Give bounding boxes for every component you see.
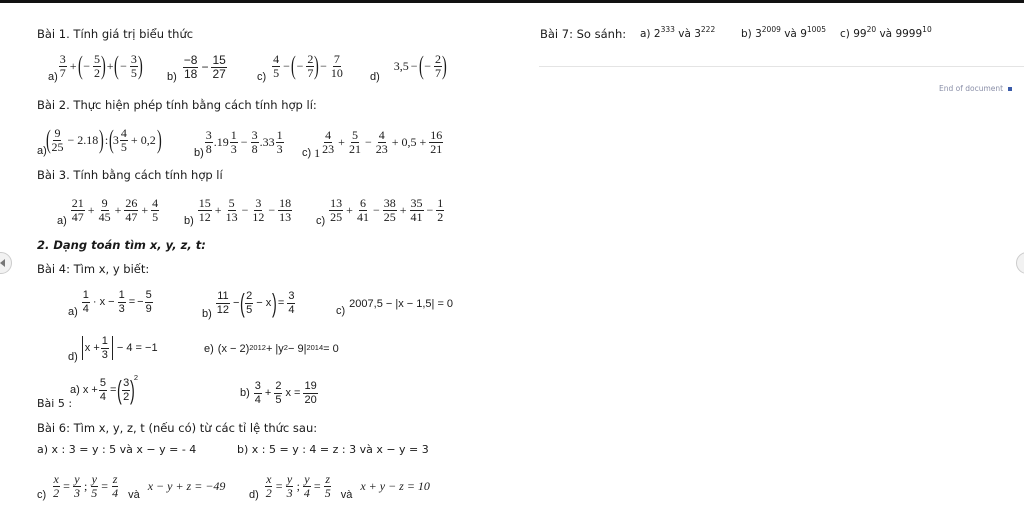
b7-a: a) $2^{333}$ và $3^{222}$	[640, 24, 716, 40]
b2-b-expr: b) 3 8 .19 1 3 − $\frac{3}{8}$ .33 1 3	[194, 127, 283, 159]
end-marker-icon	[1008, 87, 1012, 91]
b3-a-expr: a) 21 47 + $\frac{9}{45}$ + $\frac{26}{47}$ + $\frac{4}{5}$	[57, 195, 159, 227]
b2-c-expr: c) 1 4 23 + $\frac{5}{21}$ − $\frac{4}{23}$ + 0,5 + $\frac{16}{21}$	[302, 127, 443, 160]
b6-b: b) x : 5 = y : 4 = z : 3 và x − y = 3	[237, 443, 429, 456]
b6-title: Bài 6: Tìm x, y, z, t (nếu có) từ các tỉ lệ thức sau:	[37, 421, 318, 435]
b6-d-expr: d) $\frac{x}{2}$ = $\frac{y}{3}$ ; $\frac{y}{4}$ = $\frac{z}{5}$ và x + y − z = 10	[249, 471, 430, 501]
b5-a-expr: a) x + $\frac{5}{4}$ = ( 3 2 ) $^2$	[70, 373, 139, 405]
prev-page-arrow-icon[interactable]	[0, 252, 12, 274]
b2-title: Bài 2. Thực hiện phép tính bằng cách tính hợp lí:	[37, 98, 317, 112]
b1-a-expr: a) 3 7 + ( − $\frac{5}{2}$ ) + ( − $\frac{3}{5}$ )	[48, 51, 143, 83]
b7-title: Bài 7: So sánh:	[540, 27, 627, 41]
section-2-heading: 2. Dạng toán tìm x, y, z, t:	[37, 238, 206, 252]
b1-c-expr: c) 4 5 − ( − $\frac{2}{7}$ ) − $\frac{7}{10}$	[257, 51, 343, 83]
b3-title: Bài 3. Tính bằng cách tính hợp lí	[37, 168, 223, 182]
b5-title: Bài 5 :	[37, 397, 73, 410]
top-border	[0, 0, 1024, 3]
b4-a-expr: a) 1 4 · x − $\frac{1}{3}$ = − $\frac{5}{9}$	[68, 288, 152, 318]
b6-a: a) x : 3 = y : 5 và x − y = - 4	[37, 443, 197, 456]
b5-b-expr: b) 3 4 + $\frac{2}{5}$ x = $\frac{19}{20}$	[240, 379, 317, 406]
b4-title: Bài 4: Tìm x, y biết:	[37, 262, 150, 276]
b1-b-expr: b) −8 18 − $\frac{15}{27}$	[167, 52, 226, 83]
end-of-document-label: End of document	[939, 84, 1012, 93]
b2-a-expr: a) ( 9 25 − 2.18 ) : ( 3 4 5 + 0,2 )	[37, 125, 162, 157]
b4-e-expr: e) (x − 2) $^{2012}$ + |y $^2$ − 9| $^{2014}$ = 0	[204, 342, 339, 355]
b7-b: b) $3^{2009}$ và $9^{1005}$	[741, 24, 826, 40]
b1-d-expr: d) 3,5 − ( − $\frac{2}{7}$ )	[370, 51, 447, 83]
b4-b-expr: b) 11 12 − ( 2 5 − x ) = $\frac{3}{4}$	[202, 288, 295, 320]
b4-c-expr: c) 2007,5 − |x − 1,5| = 0	[336, 297, 454, 317]
b1-title: Bài 1. Tính giá trị biểu thức	[37, 27, 194, 41]
b7-c: c) $99^{20}$ và 9999$^{10}$	[840, 24, 932, 40]
b3-b-expr: b) 15 12 + $\frac{5}{13}$ − $\frac{3}{12}$ − $\frac{18}{13}$	[184, 195, 292, 227]
b3-c-expr: c) 13 25 + $\frac{6}{41}$ − $\frac{38}{25}$ + $\frac{35}{41}$ − $\frac{1}{2}$	[316, 195, 444, 227]
section-divider	[539, 66, 1024, 67]
b6-c-expr: c) $\frac{x}{2}$ = $\frac{y}{3}$ ; $\frac{y}{5}$ = $\frac{z}{4}$ và x − y + z = −49	[37, 471, 226, 501]
next-page-arrow-icon[interactable]	[1016, 252, 1024, 274]
b4-d-expr: d) x + $\frac{1}{3}$ − 4 = −1	[68, 334, 158, 363]
